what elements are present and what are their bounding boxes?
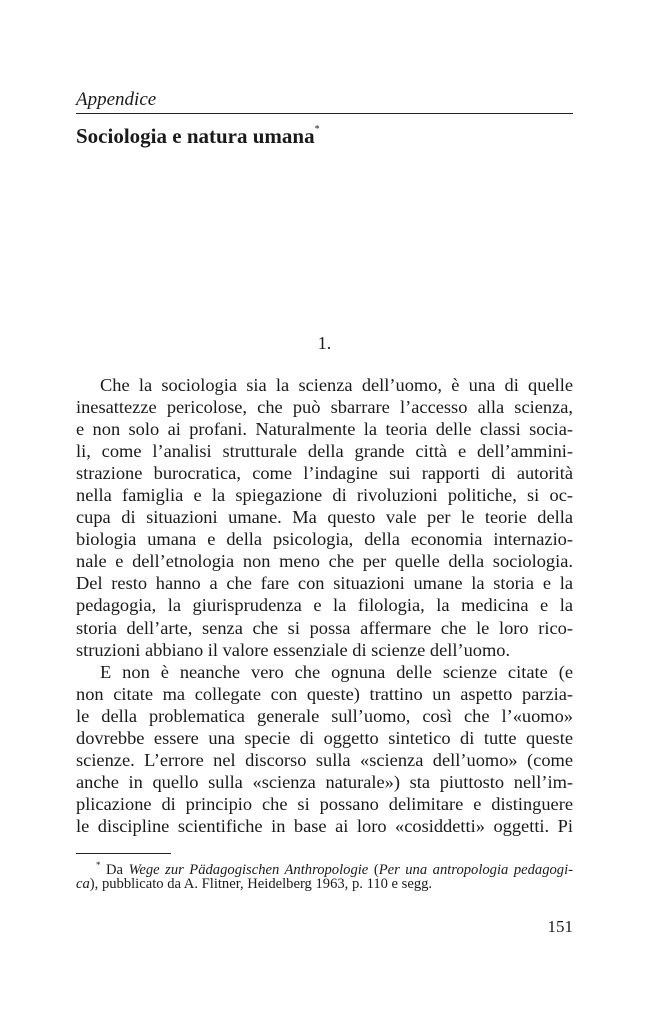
page-number: 151 <box>547 917 573 936</box>
text-line: le discipline scientifiche in base ai loro «cosiddetti» oggetti. Pi <box>76 815 573 836</box>
text-line: plicazione di principio che si possano delimitare e distinguere <box>76 793 573 814</box>
footnote-publication: ), pubblicato da A. Flitner, Heidelberg 1963, p. 110 e segg. <box>89 876 433 892</box>
text-line: li, come l’analisi strutturale della grande città e dell’ammini- <box>76 441 573 462</box>
text-line: strazione burocratica, come l’indagine sui rapporti di autorità <box>76 463 573 484</box>
footnote <box>76 856 573 894</box>
text-line: Che la sociologia sia la scienza dell’uomo, è una di quelle <box>100 375 573 395</box>
chapter-title-text: Sociologia e natura umana <box>76 124 315 148</box>
text-line: storia dell’arte, senza che si possa affermare che le loro rico- <box>76 617 573 638</box>
text-line: struzioni abbiano il valore essenziale di scienze dell’uomo. <box>76 639 511 660</box>
text-line: biologia umana e della psicologia, della economia internazio- <box>76 529 573 550</box>
text-line: Del resto hanno a che fare con situazioni umane la storia e la <box>76 573 573 594</box>
header-rule <box>76 113 573 114</box>
title-footnote-marker: * <box>314 124 320 135</box>
text-line: non citate ma collegate con queste) trattino un aspetto parzia- <box>76 683 573 704</box>
text-line: le della problematica generale sull’uomo, così che l’«uomo» <box>76 705 573 726</box>
text-line: e non solo ai profani. Naturalmente la teoria delle classi socia- <box>76 419 573 440</box>
footnote-translated-title: Per una antropologia pedagogi- <box>378 862 574 878</box>
text-line: scienze. L’errore nel discorso sulla «scienza dell’uomo» (come <box>76 749 573 770</box>
body-text <box>76 374 573 837</box>
text-line: pedagogia, la giurisprudenza e la filologia, la medicina e la <box>76 595 573 616</box>
footnote-rule <box>76 853 171 854</box>
footnote-line <box>76 856 574 878</box>
text-line: inesattezze pericolose, che può sbarrare l’accesso alla scienza, <box>76 397 573 418</box>
text-line: nale e dell’etnologia non meno che per quelle della sociologia. <box>76 551 573 572</box>
section-label: Appendice <box>76 89 157 110</box>
text-line: anche in quello sulla «scienza naturale») sta piuttosto nell’im- <box>76 771 573 792</box>
text-line: cupa di situazioni umane. Ma questo vale per le teorie della <box>76 507 573 528</box>
section-number: 1. <box>317 333 332 353</box>
chapter-title <box>76 116 320 150</box>
footnote-marker: * <box>96 860 101 870</box>
footnote-lead: Da <box>106 862 124 878</box>
text-line: E non è neanche vero che ognuna delle scienze citate (e <box>100 661 573 682</box>
text-line: nella famiglia e la spiegazione di rivoluzioni politiche, si oc- <box>76 485 573 506</box>
footnote-work-title: Wege zur Pädagogischen Anthropologie <box>128 862 369 878</box>
footnote-translated-title-end: ca <box>76 876 90 892</box>
footnote-paren: ( <box>373 862 379 878</box>
text-line: dovrebbe essere una specie di oggetto sintetico di tutte queste <box>76 727 573 748</box>
